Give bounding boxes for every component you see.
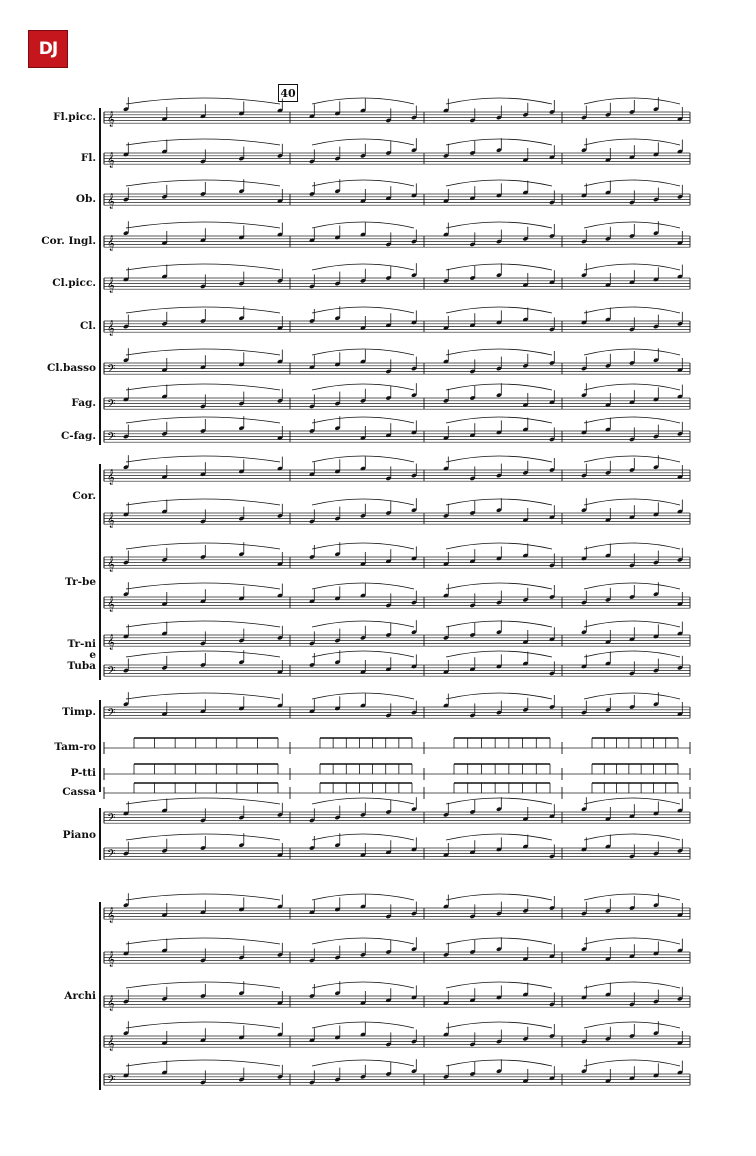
instrument-label-piano: Piano	[62, 828, 96, 841]
svg-text:𝄢: 𝄢	[107, 707, 116, 722]
staff-piano	[104, 797, 690, 827]
instrument-label-coringl: Cor. Ingl.	[41, 234, 96, 247]
svg-text:𝄞: 𝄞	[107, 112, 115, 127]
instrument-label-cl: Cl.	[79, 319, 96, 332]
svg-text:𝄞: 𝄞	[107, 194, 115, 209]
svg-text:𝄞: 𝄞	[107, 1036, 115, 1051]
instrument-label-cor: Cor.	[72, 490, 96, 502]
instrument-label-tamro: Tam-ro	[54, 740, 96, 753]
svg-text:𝄞: 𝄞	[107, 557, 115, 572]
instrument-label-archi: Archi	[64, 989, 96, 1002]
instrument-label-cfag: C-fag.	[60, 429, 96, 442]
svg-text:𝄢: 𝄢	[107, 398, 116, 413]
svg-text:𝄞: 𝄞	[107, 513, 115, 528]
staff-archi	[104, 893, 690, 923]
staff-fl	[104, 138, 690, 168]
svg-text:𝄢: 𝄢	[107, 848, 116, 863]
svg-text:𝄢: 𝄢	[107, 1074, 116, 1089]
instrument-label-clpicc: Cl.picc.	[52, 276, 96, 289]
staff-clbasso	[104, 348, 690, 378]
staff-archi	[104, 1059, 690, 1089]
svg-text:𝄢: 𝄢	[107, 431, 116, 446]
instrument-label-fag: Fag.	[71, 396, 96, 409]
staff-piano	[104, 833, 690, 863]
svg-text:𝄞: 𝄞	[107, 635, 115, 650]
svg-text:𝄞: 𝄞	[107, 153, 115, 168]
svg-text:𝄞: 𝄞	[107, 321, 115, 336]
instrument-label-flpicc: Fl.picc.	[53, 110, 96, 123]
svg-text:𝄞: 𝄞	[107, 597, 115, 612]
instrument-label-ob: Ob.	[75, 192, 96, 205]
instrument-label-ptti: P-tti	[70, 766, 96, 779]
staff-trni	[104, 650, 690, 680]
staff-clpicc	[104, 263, 690, 293]
instrument-label-trni: Tr-ni e Tuba	[67, 637, 96, 672]
staff-archi	[104, 981, 690, 1011]
instrument-label-clbasso: Cl.basso	[47, 361, 96, 374]
staff-ob	[104, 179, 690, 209]
svg-text:𝄞: 𝄞	[107, 952, 115, 967]
staff-cor	[104, 455, 690, 485]
staff-flpicc	[104, 97, 690, 127]
staff-archi	[104, 1021, 690, 1051]
svg-text:𝄞: 𝄞	[107, 470, 115, 485]
publisher-logo: DJ	[28, 30, 68, 68]
instrument-label-timp: Timp.	[62, 705, 96, 718]
staff-fag	[104, 383, 690, 413]
staff-archi	[104, 937, 690, 967]
staff-trni	[104, 620, 690, 650]
staff-cor	[104, 498, 690, 528]
staff-timp	[104, 692, 690, 722]
svg-text:𝄢: 𝄢	[107, 363, 116, 378]
svg-text:𝄢: 𝄢	[107, 665, 116, 680]
staff-trbe	[104, 542, 690, 572]
svg-text:𝄞: 𝄞	[107, 908, 115, 923]
staff-ptti	[104, 764, 690, 780]
instrument-label-fl: Fl.	[80, 151, 96, 164]
staff-cl	[104, 306, 690, 336]
rehearsal-mark: 40	[278, 84, 298, 102]
staff-cassa	[104, 783, 690, 799]
instrument-label-trbe: Tr-be	[65, 575, 96, 588]
staff-cfag	[104, 416, 690, 446]
instrument-label-cassa: Cassa	[62, 785, 96, 798]
svg-text:𝄢: 𝄢	[107, 812, 116, 827]
svg-text:𝄞: 𝄞	[107, 278, 115, 293]
staff-trbe	[104, 582, 690, 612]
staff-tamro	[104, 738, 690, 754]
svg-text:𝄞: 𝄞	[107, 236, 115, 251]
svg-text:𝄞: 𝄞	[107, 996, 115, 1011]
staff-coringl	[104, 221, 690, 251]
